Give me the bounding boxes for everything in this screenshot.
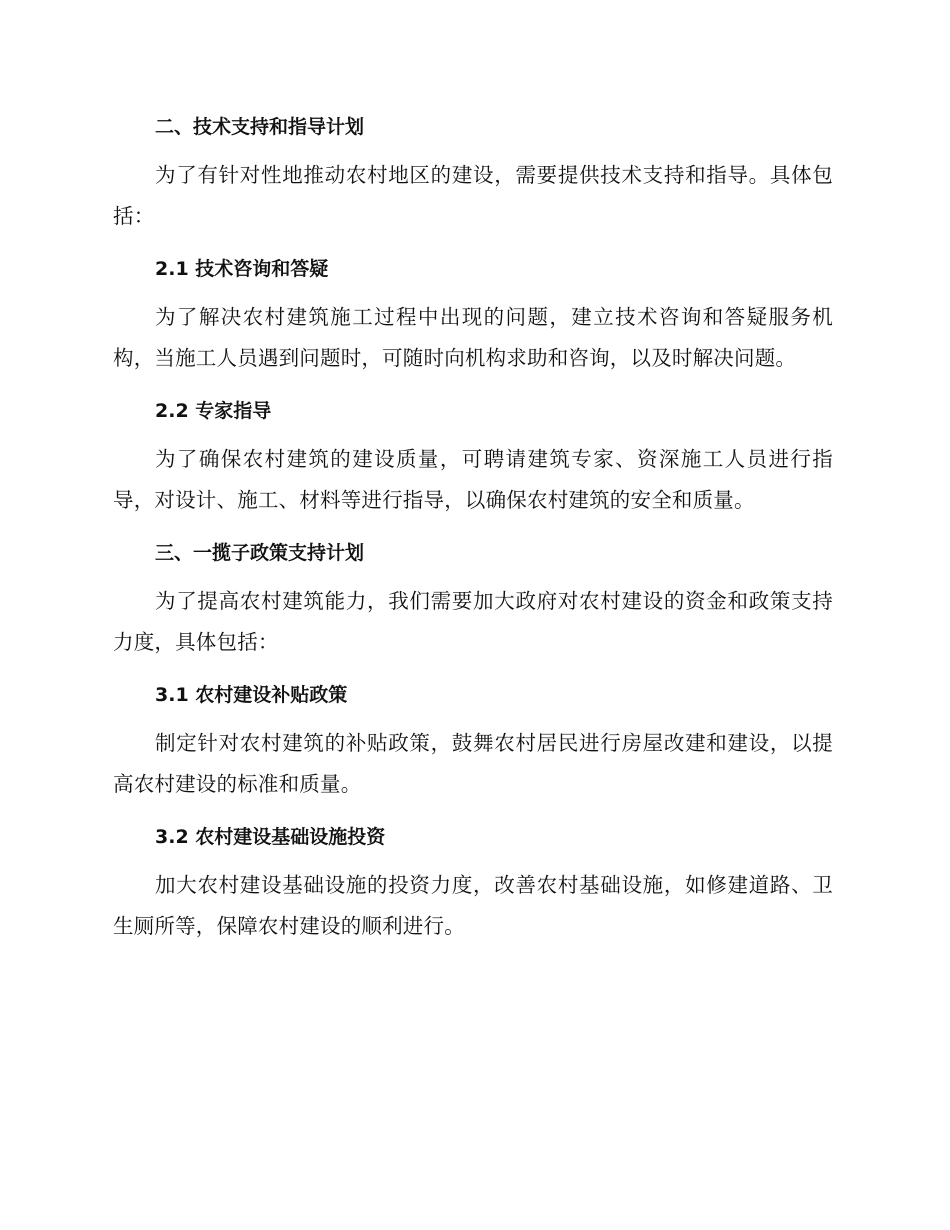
paragraph-3-1: 制定针对农村建筑的补贴政策，鼓舞农村居民进行房屋改建和建设，以提高农村建设的标准和质量。 — [113, 731, 833, 796]
section-heading-2: 二、技术支持和指导计划 — [155, 116, 365, 138]
paragraph-2-intro: 为了有针对性地推动农村地区的建设，需要提供技术支持和指导。具体包括： — [113, 163, 833, 228]
subsection-heading-2-2: 2.2 专家指导 — [155, 400, 272, 422]
subsection-heading-3-2: 3.2 农村建设基础设施投资 — [155, 826, 386, 848]
section-heading-3: 三、一揽子政策支持计划 — [155, 542, 365, 564]
paragraph-2-1: 为了解决农村建筑施工过程中出现的问题，建立技术咨询和答疑服务机构，当施工人员遇到问题时，可随时向机构求助和咨询，以及时解决问题。 — [113, 305, 833, 370]
paragraph-3-2: 加大农村建设基础设施的投资力度，改善农村基础设施，如修建道路、卫生厕所等，保障农村建设的顺利进行。 — [113, 873, 833, 938]
paragraph-2-2: 为了确保农村建筑的建设质量，可聘请建筑专家、资深施工人员进行指导，对设计、施工、材料等进行指导，以确保农村建筑的安全和质量。 — [113, 447, 833, 512]
document-body — [113, 104, 833, 956]
subsection-heading-3-1: 3.1 农村建设补贴政策 — [155, 684, 348, 706]
paragraph-3-intro: 为了提高农村建筑能力，我们需要加大政府对农村建设的资金和政策支持力度，具体包括： — [113, 589, 833, 654]
subsection-heading-2-1: 2.1 技术咨询和答疑 — [155, 258, 329, 280]
